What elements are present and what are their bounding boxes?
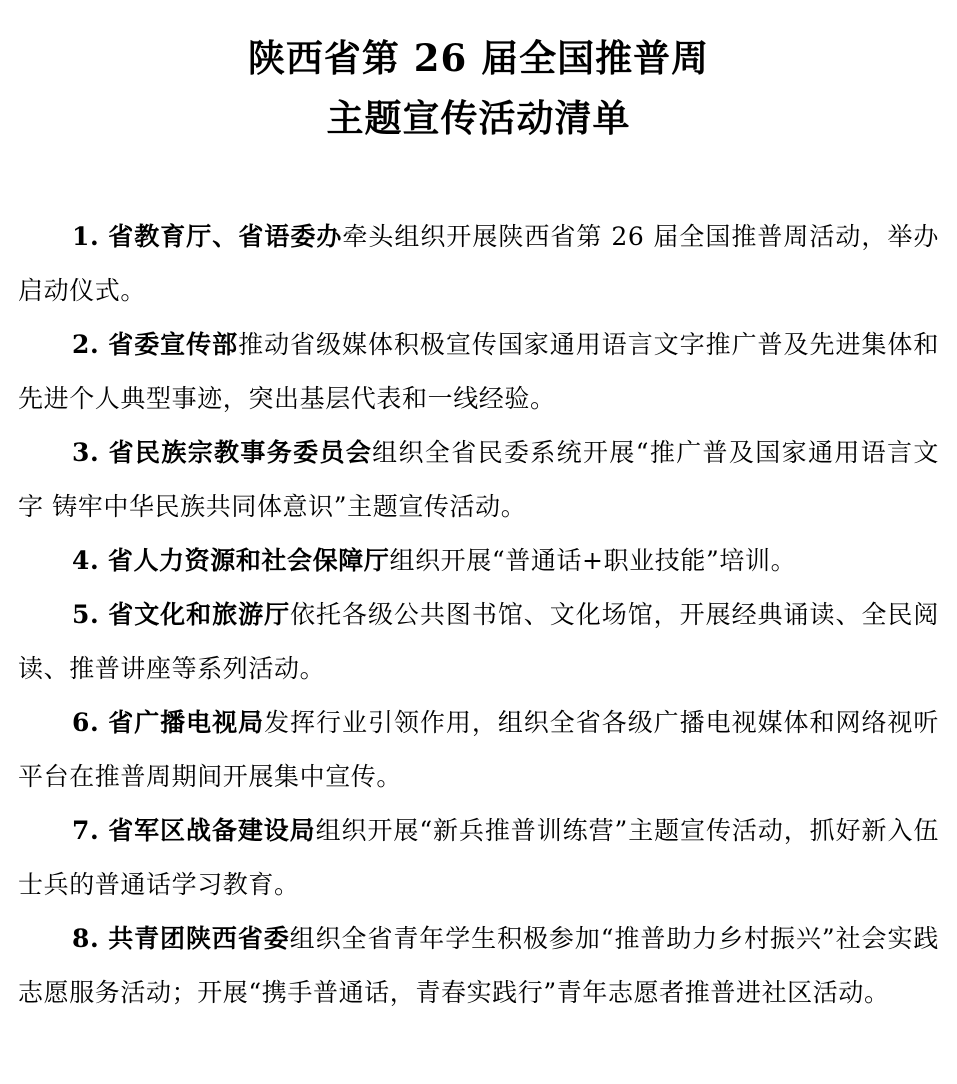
item-organization: 省文化和旅游厅	[108, 600, 291, 629]
item-text: 依托各级公共图书馆、文化场馆，开展经典诵读、全民阅读、推普讲座等系列活动。	[18, 600, 939, 683]
item-organization: 共青团陕西省委	[108, 924, 290, 953]
item-organization: 省广播电视局	[108, 708, 265, 737]
list-item	[18, 534, 939, 588]
list-item	[18, 912, 939, 1020]
item-organization: 省军区战备建设局	[108, 816, 316, 845]
item-organization: 省教育厅、省语委办	[108, 222, 343, 251]
item-number: 8.	[72, 924, 100, 953]
item-text: 牵头组织开展陕西省第 26 届全国推普周活动，举办启动仪式。	[18, 222, 939, 305]
item-text: 组织开展“普通话+职业技能”培训。	[389, 546, 797, 575]
item-number: 7.	[72, 816, 100, 845]
item-number: 5.	[72, 600, 100, 629]
item-number: 6.	[72, 708, 100, 737]
item-organization: 省民族宗教事务委员会	[108, 438, 373, 467]
item-number: 4.	[72, 546, 100, 575]
item-organization: 省委宣传部	[108, 330, 239, 359]
item-text: 组织全省民委系统开展“推广普及国家通用语言文字 铸牢中华民族共同体意识”主题宣传活动。	[18, 438, 939, 521]
list-item	[18, 696, 939, 804]
list-item	[18, 210, 939, 318]
item-number: 2.	[72, 330, 100, 359]
document-title-line1: 陕西省第 26 届全国推普周	[247, 36, 710, 80]
item-text: 组织开展“新兵推普训练营”主题宣传活动，抓好新入伍士兵的普通话学习教育。	[18, 816, 939, 899]
list-item	[18, 588, 939, 696]
item-text: 发挥行业引领作用，组织全省各级广播电视媒体和网络视听平台在推普周期间开展集中宣传。	[18, 708, 939, 791]
item-number: 1.	[72, 222, 100, 251]
document-title-line2: 主题宣传活动清单	[326, 96, 631, 140]
list-item	[18, 804, 939, 912]
item-text: 推动省级媒体积极宣传国家通用语言文字推广普及先进集体和先进个人典型事迹，突出基层代表和一线经验。	[18, 330, 939, 413]
list-item	[18, 318, 939, 426]
title-block	[18, 28, 939, 148]
item-number: 3.	[72, 438, 100, 467]
activity-list	[18, 210, 939, 1020]
list-item	[18, 426, 939, 534]
item-organization: 省人力资源和社会保障厅	[107, 546, 390, 575]
item-text: 组织全省青年学生积极参加“推普助力乡村振兴”社会实践志愿服务活动；开展“携手普通话，青春实践行”青年志愿者推普进社区活动。	[18, 924, 939, 1007]
